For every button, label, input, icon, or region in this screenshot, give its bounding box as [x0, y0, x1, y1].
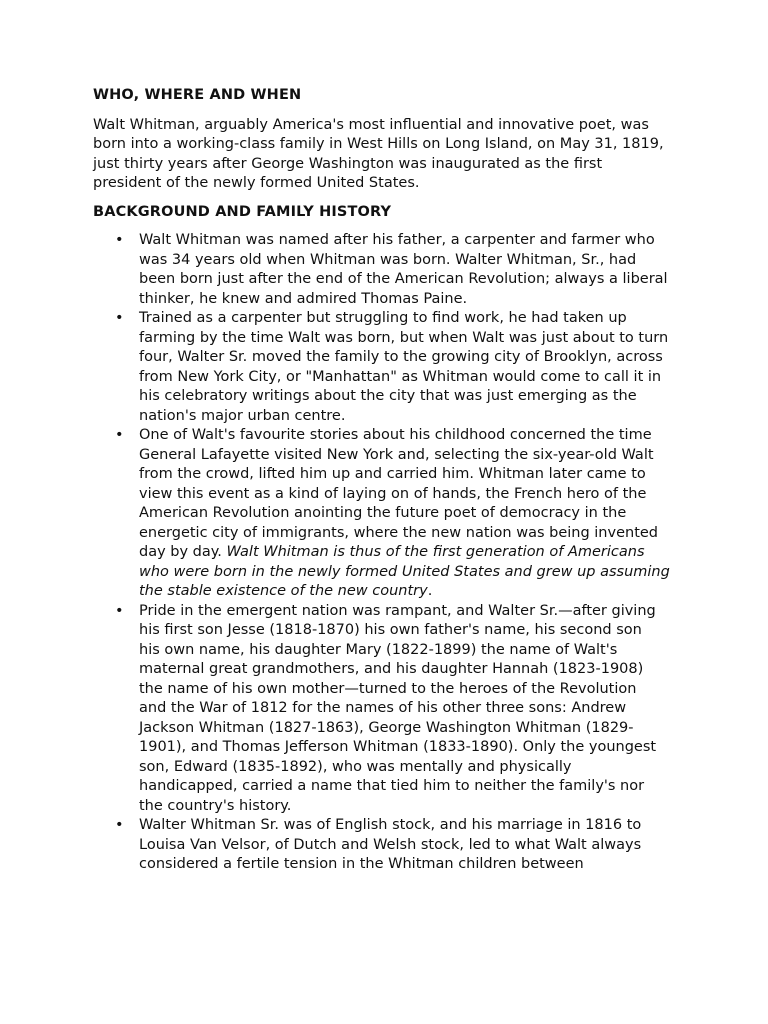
list-item-text: Pride in the emergent nation was rampant, and Walter Sr.—after giving his first son Jesse (1818-1870) his own father's name, his second son his own name, his daughter Mary (1822-1899) the name of Walt's maternal great grandmothers, and his daughter Hannah (1823-1908) the name of his own mother—turned to the heroes of the Revolution and the War of 1812 for the names of his other three sons: Andrew Jackson Whitman (1827-1863), George Washington Whitman (1829-1901), and Thomas Jefferson Whitman (1833-1890). Only the youngest son, Edward (1835-1892), who was mentally and physically handicapped, carried a name that tied him to neither the family's nor the country's history.	[139, 602, 657, 814]
list-item	[93, 309, 673, 426]
list-item-italic-text: Walt Whitman is thus of the first generation of Americans who were born in the newly formed United States and grew up assuming the stable existence of the new country	[139, 544, 670, 599]
document-page	[93, 86, 683, 875]
intro-paragraph: Walt Whitman, arguably America's most influential and innovative poet, was born into a working-class family in West Hills on Long Island, on May 31, 1819, just thirty years after George Washington was inaugurated as the first president of the newly formed United States.	[93, 116, 664, 191]
bullet-list	[93, 231, 683, 875]
section-heading-who-where-when: WHO, WHERE AND WHEN	[93, 87, 302, 103]
list-item-text: Trained as a carpenter but struggling to find work, he had taken up farming by the time Walt was born, but when Walt was just about to turn four, Walter Sr. moved the family to the growing city of Brooklyn, across from New York City, or "Manhattan" as Whitman would come to call it in his celebratory writings about the city that was just emerging as the nation's major urban centre.	[139, 310, 669, 424]
bullet-dot: •	[115, 427, 124, 443]
list-item	[93, 602, 667, 817]
list-item-text: One of Walt's favourite stories about his childhood concerned the time General Lafayette visited New York and, selecting the six-year-old Walt from the crowd, lifted him up and carried him. Whitman later came to view this event as a kind of laying on of hands, the French hero of the American Revolution anointing the future poet of democracy in the energetic city of immigrants, where the new nation was being invented day by day.	[139, 427, 658, 560]
section-heading-background: BACKGROUND AND FAMILY HISTORY	[93, 203, 392, 220]
list-item-text-end: .	[427, 583, 433, 599]
bullet-dot: •	[115, 602, 124, 619]
bullet-dot: •	[115, 817, 124, 833]
list-item	[93, 426, 673, 602]
list-item-text: Walter Whitman Sr. was of English stock, and his marriage in 1816 to Louisa Van Velsor, of Dutch and Welsh stock, led to what Walt always considered a fertile tension in the Whitman children between	[139, 817, 642, 872]
bullet-dot: •	[115, 310, 124, 326]
bullet-dot: •	[115, 232, 124, 248]
list-item	[93, 231, 673, 309]
list-item	[93, 816, 673, 875]
list-item-text: Walt Whitman was named after his father, a carpenter and farmer who was 34 years old when Whitman was born. Walter Whitman, Sr., had been born just after the end of the American Revolution; always a liberal thinker, he knew and admired Thomas Paine.	[139, 232, 668, 307]
